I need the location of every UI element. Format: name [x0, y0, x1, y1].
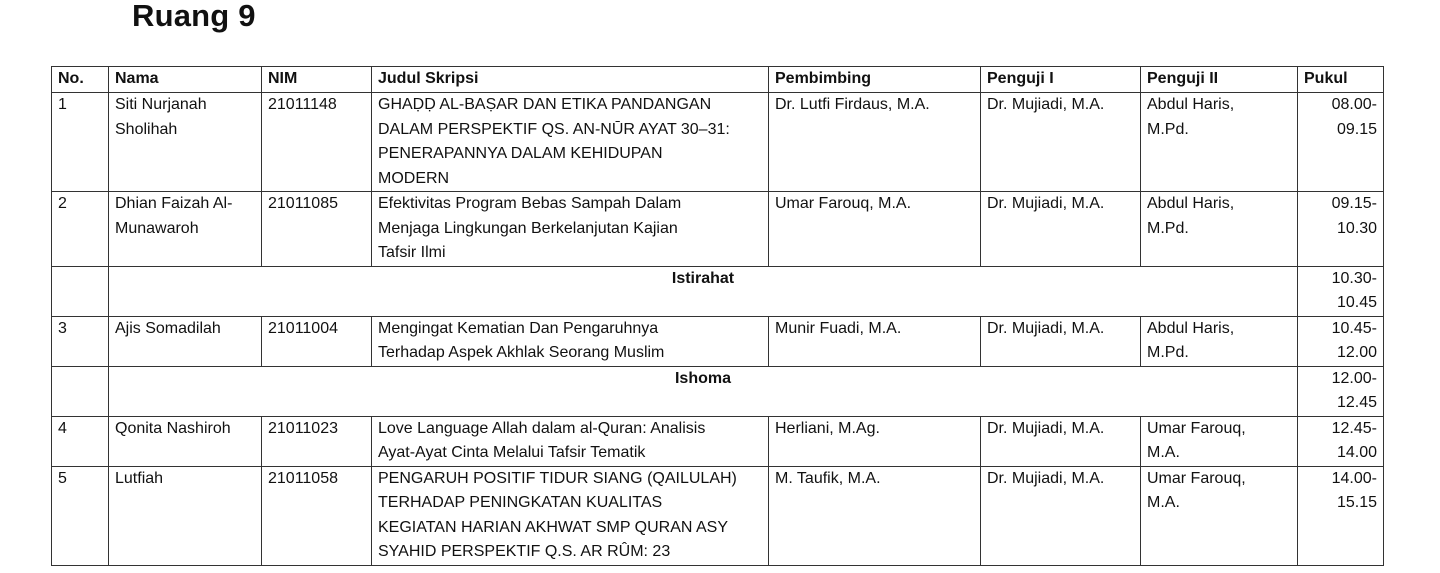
break-label: Ishoma — [109, 366, 1298, 416]
cell-judul: PENGARUH POSITIF TIDUR SIANG (QAILULAH) TERHADAP PENINGKATAN KUALITAS KEGIATAN HARIAN AKHWAT SMP QURAN ASY SYAHID PERSPEKTIF Q.S. AR RÛM: 23 — [372, 466, 769, 565]
cell-penguji-1: Dr. Mujiadi, M.A. — [981, 192, 1141, 267]
table-header-row — [52, 67, 1384, 93]
cell-pembimbing: Munir Fuadi, M.A. — [769, 316, 981, 366]
table-row — [52, 466, 1384, 565]
cell-pukul: 09.15- 10.30 — [1298, 192, 1384, 267]
cell-nama: Ajis Somadilah — [109, 316, 262, 366]
cell-penguji-1: Dr. Mujiadi, M.A. — [981, 416, 1141, 466]
cell-penguji-1: Dr. Mujiadi, M.A. — [981, 316, 1141, 366]
break-label: Istirahat — [109, 266, 1298, 316]
cell-pukul: 12.45- 14.00 — [1298, 416, 1384, 466]
cell-nama: Dhian Faizah Al- Munawaroh — [109, 192, 262, 267]
cell-no: 5 — [52, 466, 109, 565]
header-penguji-1: Penguji I — [981, 67, 1141, 93]
cell-nama: Qonita Nashiroh — [109, 416, 262, 466]
cell-penguji-2: Abdul Haris, M.Pd. — [1141, 192, 1298, 267]
page-title: Ruang 9 — [132, 0, 256, 33]
table-row — [52, 192, 1384, 267]
break-row — [52, 266, 1384, 316]
header-pembimbing: Pembimbing — [769, 67, 981, 93]
cell-no-empty — [52, 366, 109, 416]
cell-penguji-2: Abdul Haris, M.Pd. — [1141, 93, 1298, 192]
cell-pukul: 10.30- 10.45 — [1298, 266, 1384, 316]
cell-pembimbing: M. Taufik, M.A. — [769, 466, 981, 565]
header-judul: Judul Skripsi — [372, 67, 769, 93]
cell-penguji-1: Dr. Mujiadi, M.A. — [981, 466, 1141, 565]
cell-pembimbing: Umar Farouq, M.A. — [769, 192, 981, 267]
cell-no: 1 — [52, 93, 109, 192]
table-row — [52, 93, 1384, 192]
cell-nama: Lutfiah — [109, 466, 262, 565]
cell-pembimbing: Dr. Lutfi Firdaus, M.A. — [769, 93, 981, 192]
header-nama: Nama — [109, 67, 262, 93]
table-row — [52, 316, 1384, 366]
cell-judul: GHAḌḌ AL-BAṢAR DAN ETIKA PANDANGAN DALAM PERSPEKTIF QS. AN-NŪR AYAT 30–31: PENERAPANNYA DALAM KEHIDUPAN MODERN — [372, 93, 769, 192]
cell-nim: 21011085 — [262, 192, 372, 267]
cell-pukul: 14.00- 15.15 — [1298, 466, 1384, 565]
cell-judul: Love Language Allah dalam al-Quran: Analisis Ayat-Ayat Cinta Melalui Tafsir Tematik — [372, 416, 769, 466]
cell-no: 4 — [52, 416, 109, 466]
schedule-table — [51, 66, 1384, 566]
header-penguji-2: Penguji II — [1141, 67, 1298, 93]
table-row — [52, 416, 1384, 466]
cell-nim: 21011023 — [262, 416, 372, 466]
header-nim: NIM — [262, 67, 372, 93]
header-no: No. — [52, 67, 109, 93]
cell-pukul: 10.45- 12.00 — [1298, 316, 1384, 366]
cell-judul: Efektivitas Program Bebas Sampah Dalam Menjaga Lingkungan Berkelanjutan Kajian Tafsir Ilmi — [372, 192, 769, 267]
cell-pukul: 08.00- 09.15 — [1298, 93, 1384, 192]
cell-nim: 21011058 — [262, 466, 372, 565]
cell-nama: Siti Nurjanah Sholihah — [109, 93, 262, 192]
cell-pembimbing: Herliani, M.Ag. — [769, 416, 981, 466]
cell-nim: 21011004 — [262, 316, 372, 366]
cell-judul: Mengingat Kematian Dan Pengaruhnya Terhadap Aspek Akhlak Seorang Muslim — [372, 316, 769, 366]
cell-no-empty — [52, 266, 109, 316]
cell-no: 3 — [52, 316, 109, 366]
cell-no: 2 — [52, 192, 109, 267]
cell-nim: 21011148 — [262, 93, 372, 192]
header-pukul: Pukul — [1298, 67, 1384, 93]
cell-penguji-1: Dr. Mujiadi, M.A. — [981, 93, 1141, 192]
cell-penguji-2: Abdul Haris, M.Pd. — [1141, 316, 1298, 366]
break-row — [52, 366, 1384, 416]
cell-penguji-2: Umar Farouq, M.A. — [1141, 466, 1298, 565]
cell-penguji-2: Umar Farouq, M.A. — [1141, 416, 1298, 466]
cell-pukul: 12.00- 12.45 — [1298, 366, 1384, 416]
